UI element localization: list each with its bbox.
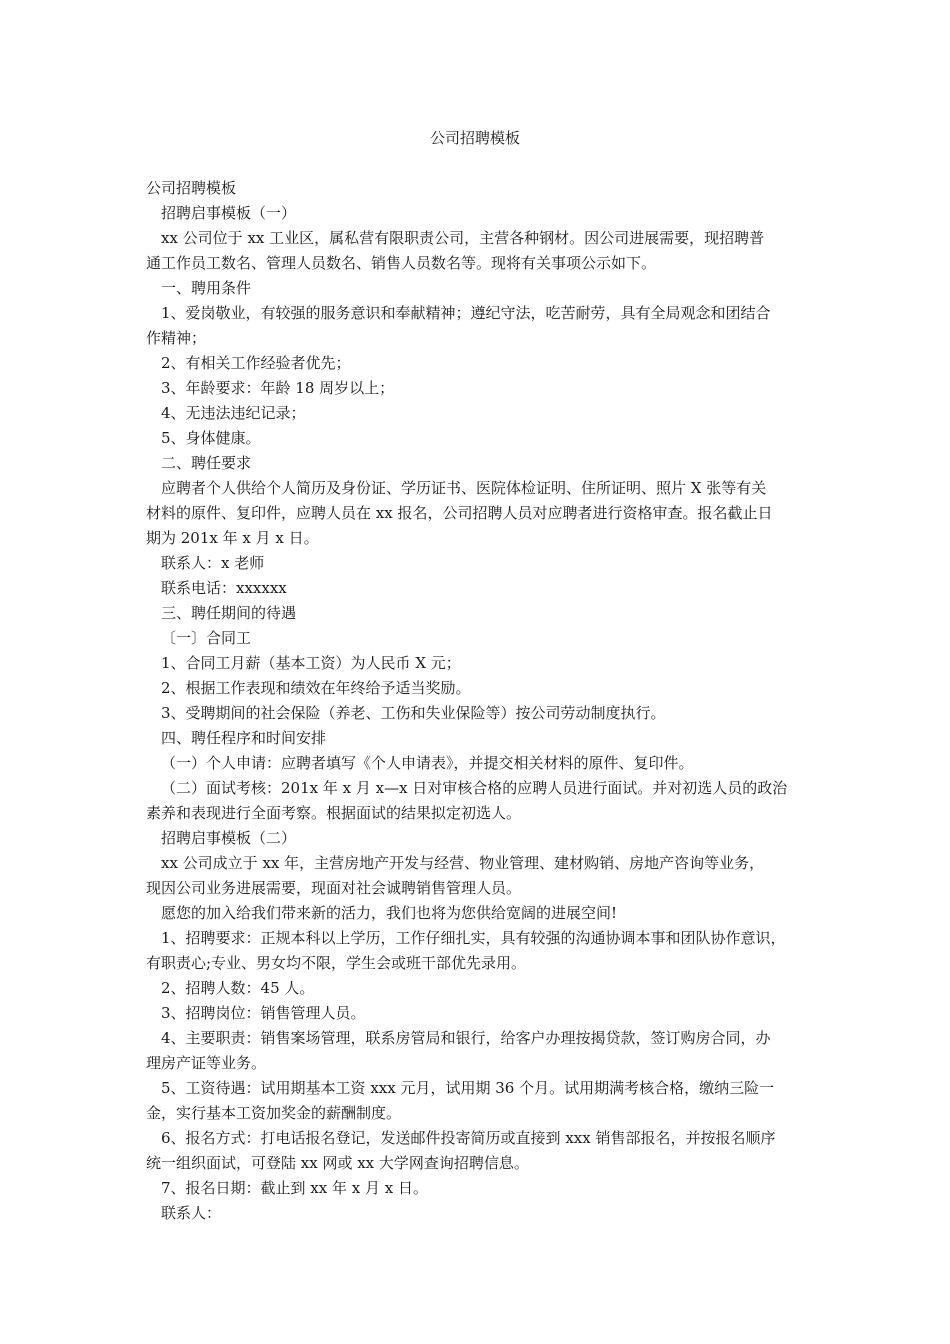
text-line: 联系电话：xxxxxx	[161, 579, 287, 597]
text-line: 4、无违法违纪记录；	[161, 404, 306, 422]
text-line: 联系人：	[161, 1204, 222, 1222]
text-line: 3、受聘期间的社会保险（养老、工伤和失业保险等）按公司劳动制度执行。	[161, 704, 666, 722]
text-line: 现因公司业务进展需要，现面对社会诚聘销售管理人员。	[146, 879, 522, 897]
text-line: （二）面试考核：201x 年 x 月 x—x 日对审核合格的应聘人员进行面试。并对初选人员的政治	[161, 779, 788, 797]
text-line: 期为 201x 年 x 月 x 日。	[146, 529, 319, 547]
text-line: 三、聘任期间的待遇	[161, 604, 297, 622]
text-line: 作精神；	[146, 329, 207, 347]
text-line: 3、招聘岗位：销售管理人员。	[161, 1004, 366, 1022]
text-line: 5、身体健康。	[161, 429, 261, 447]
text-line: 通工作员工数名、管理人员数名、销售人员数名等。现将有关事项公示如下。	[146, 254, 657, 272]
text-line: 材料的原件、复印件，应聘人员在 xx 报名，公司招聘人员对应聘者进行资格审查。报名截止日	[146, 504, 773, 522]
text-line: xx 公司成立于 xx 年，主营房地产开发与经营、物业管理、建材购销、房地产咨询等业务，	[161, 854, 765, 872]
text-line: 愿您的加入给我们带来新的活力，我们也将为您供给宽阔的进展空间!	[161, 904, 618, 922]
text-line: 1、招聘要求：正规本科以上学历，工作仔细扎实，具有较强的沟通协调本事和团队协作意识，	[161, 929, 786, 947]
text-line: 金，实行基本工资加奖金的薪酬制度。	[146, 1104, 402, 1122]
text-line: 应聘者个人供给个人简历及身份证、学历证书、医院体检证明、住所证明、照片 X 张等有关	[161, 479, 767, 497]
text-line: 6、报名方式：打电话报名登记，发送邮件投寄简历或直接到 xxx 销售部报名，并按报名顺序	[161, 1129, 776, 1147]
text-line: 招聘启事模板（一）	[161, 204, 297, 222]
text-line: 素养和表现进行全面考察。根据面试的结果拟定初选人。	[146, 804, 522, 822]
text-line: 5、工资待遇：试用期基本工资 xxx 元月，试用期 36 个月。试用期满考核合格，缴纳三险一	[161, 1079, 775, 1097]
text-line: 有职责心;专业、男女均不限，学生会或班干部优先录用。	[146, 954, 527, 972]
text-line: 一、聘用条件	[161, 279, 252, 297]
document-body	[146, 176, 812, 1226]
text-line: 公司招聘模板	[146, 179, 237, 197]
text-line: 3、年龄要求：年龄 18 周岁以上；	[161, 379, 395, 397]
text-line: 2、招聘人数：45 人。	[161, 979, 315, 997]
text-line: 7、报名日期：截止到 xx 年 x 月 x 日。	[161, 1179, 428, 1197]
text-line: xx 公司位于 xx 工业区，属私营有限职责公司，主营各种钢材。因公司进展需要，现招聘普	[161, 229, 765, 247]
document-title: 公司招聘模板	[429, 129, 520, 147]
text-line: （一）个人申请：应聘者填写《个人申请表》，并提交相关材料的原件、复印件。	[161, 754, 694, 772]
text-line: 2、根据工作表现和绩效在年终给予适当奖励。	[161, 679, 471, 697]
text-line: 1、合同工月薪（基本工资）为人民币 X 元；	[161, 654, 461, 672]
text-line: 统一组织面试，可登陆 xx 网或 xx 大学网查询招聘信息。	[146, 1154, 529, 1172]
text-line: 4、主要职责：销售案场管理，联系房管局和银行，给客户办理按揭贷款，签订购房合同，办	[161, 1029, 771, 1047]
text-line: 理房产证等业务。	[146, 1054, 267, 1072]
text-line: 四、聘任程序和时间安排	[161, 729, 327, 747]
text-line: 〔一〕合同工	[161, 629, 252, 647]
text-line: 联系人：x 老师	[161, 554, 265, 572]
text-line: 1、爱岗敬业，有较强的服务意识和奉献精神；遵纪守法，吃苦耐劳，具有全局观念和团结合	[161, 304, 771, 322]
text-line: 2、有相关工作经验者优先；	[161, 354, 351, 372]
text-line: 招聘启事模板（二）	[161, 829, 297, 847]
text-line: 二、聘任要求	[161, 454, 252, 472]
